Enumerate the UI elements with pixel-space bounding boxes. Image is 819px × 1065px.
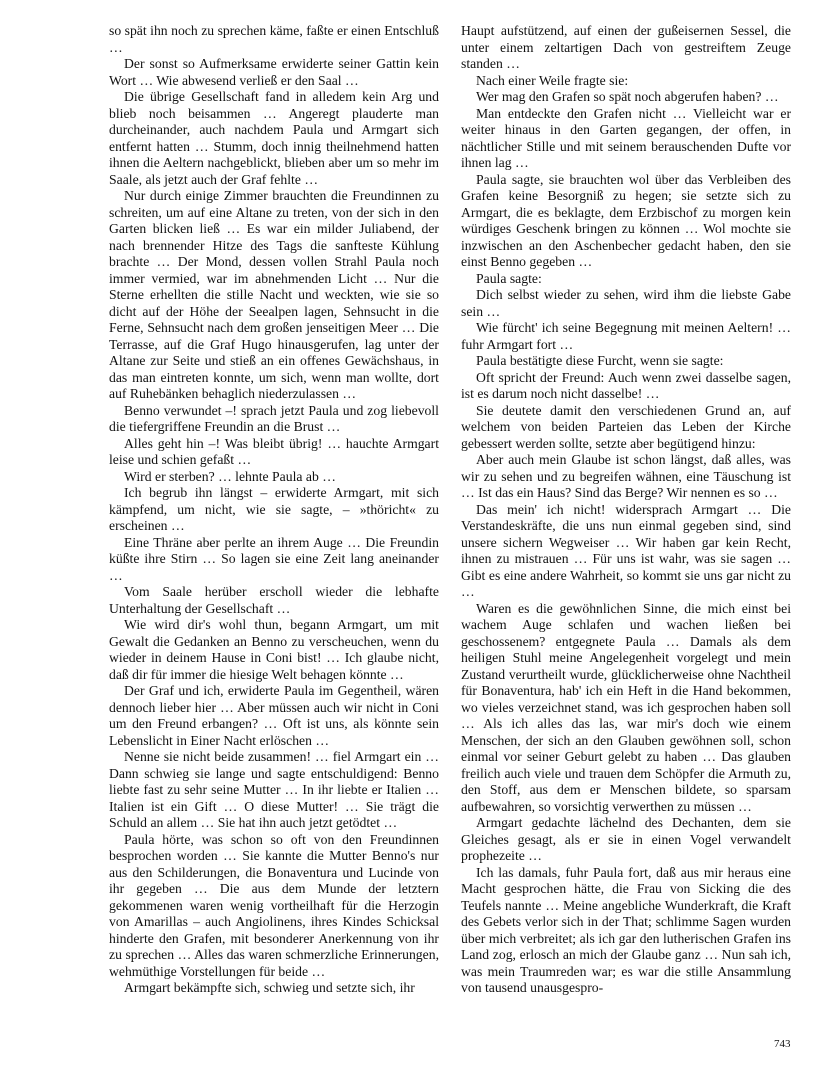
paragraph: Nach einer Weile fragte sie: — [476, 72, 629, 88]
paragraph: Nur durch einige Zimmer brauchten die Freundinnen zu schreiten, um auf eine Altane zu treten, von der sich in den Garten blicken ließ … Es war ein milder Juliabend, der nach brennender Hitze des Tags die sanfteste Kühlung brachte … Der Mond, dessen vollen Strahl Paula noch immer vermied, war im abnehmenden Licht … Nur die Sterne erhellten die stille Nacht und weckten, wie sie so dicht auf der Höhe der Seealpen lagen, Sehnsucht in die Ferne, Sehnsucht nach dem großen jenseitigen Meer … Die Terrasse, auf die Graf Hugo hinausgerufen, lag unter der Altane zur Seite und stieß an ein offenes Gewächshaus, in das man eintreten konnte, um sich, wenn man wollte, dort auf Ruhebänken behaglich niederzulassen … — [109, 188, 439, 401]
paragraph: Wie fürcht' ich seine Begegnung mit meinen Aeltern! … fuhr Armgart fort … — [461, 320, 791, 352]
paragraph: Der Graf und ich, erwiderte Paula im Gegentheil, wären dennoch lieber hier … Aber müssen auch wir nicht in Coni um den Freund erbangen? … Oft ist uns, als könnte sein Lebenslicht in Einer Nacht erlöschen … — [109, 683, 439, 748]
paragraph: Der sonst so Aufmerksame erwiderte seiner Gattin kein Wort … Wie abwesend verließ er den Saal … — [109, 56, 439, 88]
paragraph: Waren es die gewöhnlichen Sinne, die mich einst bei wachem Auge schlafen und wachen ließen bei geschossenem? entgegnete Paula … Damals als dem heiligen Stuhl meine Angelegenheit vorgelegt und mein Zustand verurtheilt wurde, glücklicherweise ohne Nachtheil für Bonaventura, hab' ich ein Heft in die Hand bekommen, wo vieles verzeichnet stand, was ich gesprochen haben soll … Als ich alles das las, war mir's doch wie einem Menschen, der sich an den Glauben gewöhnen soll, schon einmal vor seiner Geburt gelebt zu haben … Das glauben freilich auch viele und trauen dem Schöpfer die Armuth zu, den Stoff, aus dem er Menschen bildete, so sparsam aufbewahren, so vorsichtig verwerthen zu müssen … — [461, 600, 791, 814]
page-number: 743 — [774, 1038, 791, 1050]
paragraph: Die übrige Gesellschaft fand in alledem kein Arg und blieb noch beisammen … Angeregt plauderte man durcheinander, auch nachdem Paula und Armgart sich entfernt hatten … Stumm, doch innig theilnehmend hatten ihnen die Aeltern nachgeblickt, blieben aber um so mehr im Saale, als jetzt auch der Graf fehlte … — [109, 89, 439, 187]
paragraph: Man entdeckte den Grafen nicht … Vielleicht war er weiter hinaus in den Garten gegangen, der offen, in nächtlicher Stille und mit seinem berauschenden Dufte vor ihnen lag … — [461, 105, 791, 170]
paragraph: Paula sagte: — [476, 270, 542, 286]
paragraph: Oft spricht der Freund: Auch wenn zwei dasselbe sagen, ist es darum noch nicht dasselbe! … — [461, 369, 791, 401]
paragraph: Paula bestätigte diese Furcht, wenn sie sagte: — [476, 353, 724, 368]
paragraph: Wer mag den Grafen so spät noch abgerufen haben? … — [476, 89, 779, 104]
paragraph: Dich selbst wieder zu sehen, wird ihm die liebste Gabe sein … — [461, 287, 791, 319]
right-column — [461, 23, 791, 997]
paragraph: Paula sagte, sie brauchten wol über das Verbleiben des Grafen keine Besorgniß zu hegen; sie setzte sich zu Armgart, die es beklagte, dem Erzbischof zu morgen kein würdiges Geschenk bringen zu können … Wol mochte sie inzwischen an den Aschenbecher gedacht haben, den sie einst Benno gegeben … — [461, 171, 791, 269]
paragraph: Das mein' ich nicht! widersprach Armgart … Die Verstandeskräfte, die uns nun einmal gegeben sind, sind unsere sichern Wegweiser … Wir haben gar kein Recht, ihnen zu mistrauen … Für uns ist wahr, was sie sagen … Gibt es eine andere Wahrheit, so kommt sie uns gar nicht zu … — [461, 501, 791, 599]
paragraph: Eine Thräne aber perlte an ihrem Auge … Die Freundin küßte ihre Stirn … So lagen sie eine Zeit lang aneinander … — [109, 534, 439, 583]
paragraph: Wie wird dir's wohl thun, begann Armgart, um mit Gewalt die Gedanken an Benno zu verscheuchen, wenn du wieder in deinem Hause in Coni bist! … Ich glaube nicht, daß dir für immer die hiesige Welt behagen könnte … — [109, 617, 439, 682]
paragraph: Sie deutete damit den verschiedenen Grund an, auf welchem von beiden Parteien das Leben der Kirche gebessert werden sollte, setzte aber begütigend hinzu: — [461, 402, 791, 451]
paragraph: Aber auch mein Glaube ist schon längst, daß alles, was wir zu sehen und zu begreifen wähnen, eine Täuschung ist … Ist das ein Haus? Sind das Berge? Wir nennen es so … — [461, 452, 791, 500]
paragraph: Armgart bekämpfte sich, schwieg und setzte sich, ihr — [124, 980, 415, 995]
paragraph: Wird er sterben? … lehnte Paula ab … — [124, 468, 336, 484]
paragraph: Alles geht hin –! Was bleibt übrig! … hauchte Armgart leise und schien gefaßt … — [109, 435, 439, 467]
paragraph: Benno verwundet –! sprach jetzt Paula und zog liebevoll die tiefergriffene Freundin an die Brust … — [109, 402, 439, 434]
paragraph: Armgart gedachte lächelnd des Dechanten, dem sie Gleiches gesagt, als er sie in einen Vogel verwandelt prophezeite … — [461, 815, 791, 863]
paragraph: Vom Saale herüber erscholl wieder die lebhafte Unterhaltung der Gesellschaft … — [109, 584, 439, 616]
paragraph: Ich begrub ihn längst – erwiderte Armgart, mit sich kämpfend, um nicht, wie sie sagte, – »thöricht« zu erscheinen … — [109, 485, 439, 533]
paragraph: so spät ihn noch zu sprechen käme, faßte er einen Entschluß … — [109, 23, 439, 55]
paragraph: Nenne sie nicht beide zusammen! … fiel Armgart ein … Dann schwieg sie lange und sagte entschuldigend: Benno liebte fast zu sehr seine Mutter … In ihr liebte er Italien … Italien ist ein Gift … O diese Mutter! … Sie trägt die Schuld an allem … Sie hat ihn auch jetzt getödtet … — [109, 749, 439, 830]
paragraph: Ich las damals, fuhr Paula fort, daß aus mir heraus eine Macht gesprochen hätte, die Frau von Sicking die des Teufels nannte … Meine angebliche Wunderkraft, die Kraft des Gebets verlor sich in der That; schlimme Sagen wurden über mich verbreitet; als ich gar den lutherischen Grafen ins Land zog, erlosch an mich der Glaube ganz … Nun sah ich, was mein Traumreden war; es war die stille Ansammlung von tausend unausgespro- — [461, 864, 791, 995]
left-column — [109, 23, 439, 997]
paragraph: Paula hörte, was schon so oft von den Freundinnen besprochen worden … Sie kannte die Mutter Benno's nur aus den Schilderungen, die Bonaventura und Lucinde von ihr gegeben … Die aus dem Munde der letztern gekommenen waren wenig vortheilhaft für die Herzogin von Amarillas – auch Angiolinens, ihres Kindes Schicksal hinderte den Grafen, mit besonderer Anerkennung von ihr zu sprechen … Alles das waren schmerzliche Erinnerungen, wehmüthige Vorstellungen für beide … — [109, 831, 439, 979]
paragraph: Haupt aufstützend, auf einen der gußeisernen Sessel, die unter einem zeltartigen Dach von gestreiftem Zeuge standen … — [461, 23, 791, 71]
